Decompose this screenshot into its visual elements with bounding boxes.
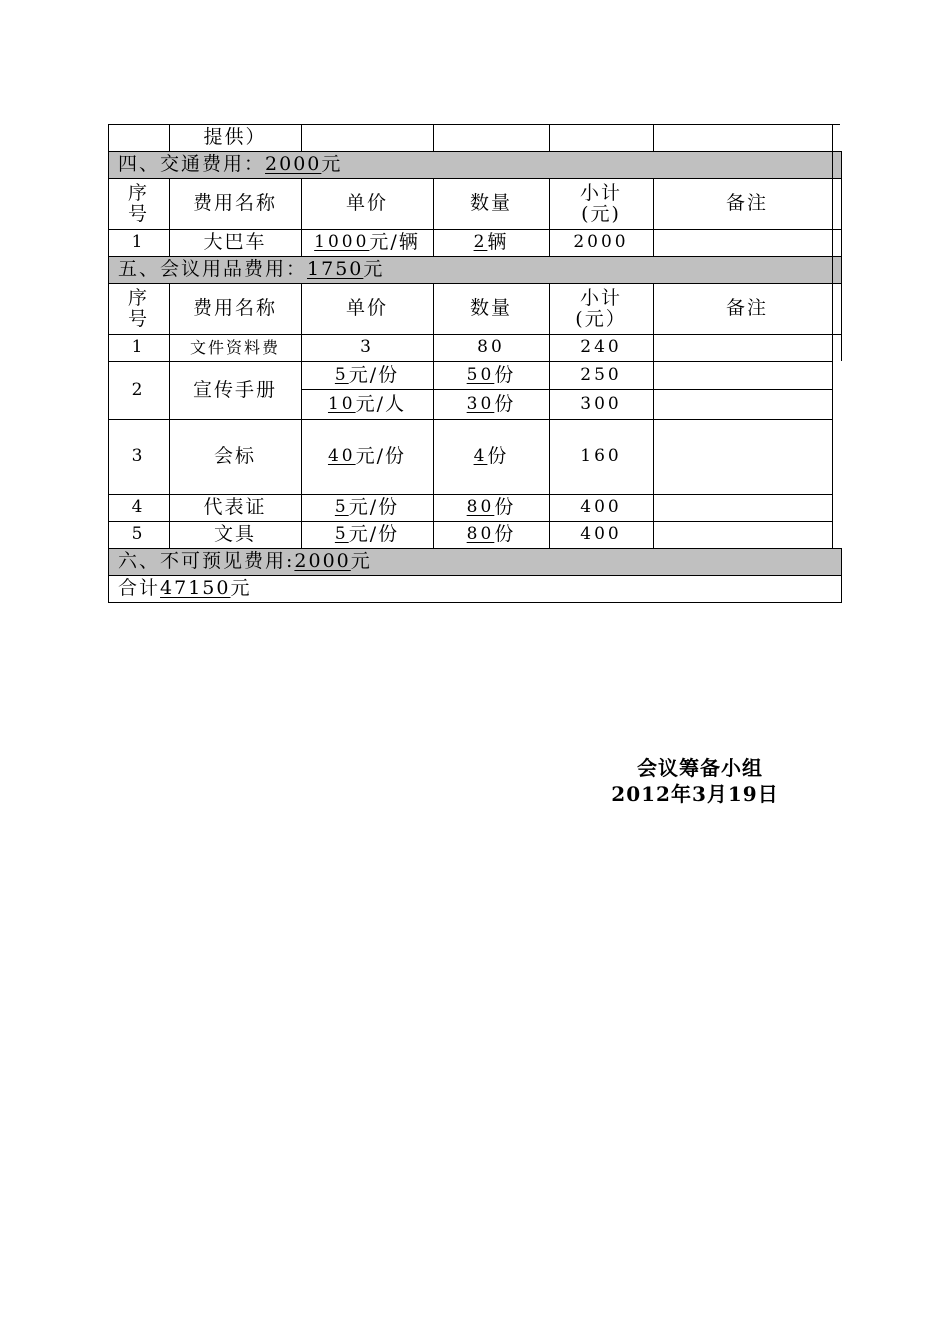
- supply-price: 5 元/份: [334, 363, 400, 386]
- top-row-fragment: 提供）: [203, 126, 267, 149]
- supply-price: 10 元/人: [327, 392, 407, 415]
- header-price: 单价: [345, 297, 388, 320]
- supply-seq: 3: [131, 446, 146, 467]
- bus-price: 1000 元/辆: [314, 231, 420, 254]
- header-name: 费用名称: [192, 297, 277, 320]
- supply-subtotal: 400: [580, 524, 622, 545]
- supply-seq: 5: [131, 524, 146, 545]
- header-qty: 数量: [469, 192, 512, 215]
- header-subtotal: 小计 (元): [579, 181, 622, 225]
- supply-subtotal: 300: [580, 393, 622, 414]
- bus-name: 大巴车: [203, 231, 267, 254]
- header-name: 费用名称: [192, 192, 277, 215]
- supply-qty: 80: [477, 337, 505, 358]
- bus-qty: 2 辆: [473, 231, 509, 254]
- supply-price: 5 元/份: [334, 523, 400, 546]
- supply-name: 文件资料费: [189, 337, 280, 357]
- supply-name: 会标: [213, 445, 256, 468]
- section6-title: 六、不可预见费用: 2000 元: [118, 550, 372, 573]
- header-price: 单价: [345, 192, 388, 215]
- total-row: 合计 47150 元: [118, 577, 252, 600]
- bus-subtotal: 2000: [573, 232, 629, 253]
- signature-date: 2012年3月19日: [611, 782, 779, 806]
- supply-price: 3: [360, 337, 374, 358]
- header-note: 备注: [725, 297, 768, 320]
- supply-subtotal: 240: [580, 337, 622, 358]
- header-seq: 序 号: [127, 286, 149, 330]
- header-qty: 数量: [469, 297, 512, 320]
- supply-qty: 50 份: [466, 363, 516, 386]
- supply-subtotal: 160: [580, 446, 622, 467]
- supply-seq: 1: [131, 337, 146, 358]
- section4-title: 四、交通费用： 2000 元: [118, 153, 343, 176]
- signature-group: 会议筹备小组: [637, 756, 763, 780]
- supply-subtotal: 400: [580, 497, 622, 518]
- supply-name: 代表证: [203, 496, 267, 519]
- supply-qty: 30 份: [466, 392, 516, 415]
- header-note: 备注: [725, 192, 768, 215]
- header-subtotal: 小计 (元）: [575, 286, 627, 330]
- section5-title: 五、会议用品费用： 1750 元: [118, 258, 385, 281]
- supply-price: 40 元/份: [327, 445, 407, 468]
- supply-subtotal: 250: [580, 364, 622, 385]
- supply-price: 5 元/份: [334, 496, 400, 519]
- supply-name: 文具: [213, 523, 256, 546]
- supply-qty: 80 份: [466, 523, 516, 546]
- supply-name: 宣传手册: [192, 378, 277, 401]
- supply-qty: 80 份: [466, 496, 516, 519]
- supply-qty: 4 份: [473, 445, 509, 468]
- header-seq: 序 号: [127, 181, 149, 225]
- supply-seq: 4: [131, 497, 146, 518]
- supply-seq: 2: [131, 379, 146, 400]
- bus-seq: 1: [131, 232, 146, 253]
